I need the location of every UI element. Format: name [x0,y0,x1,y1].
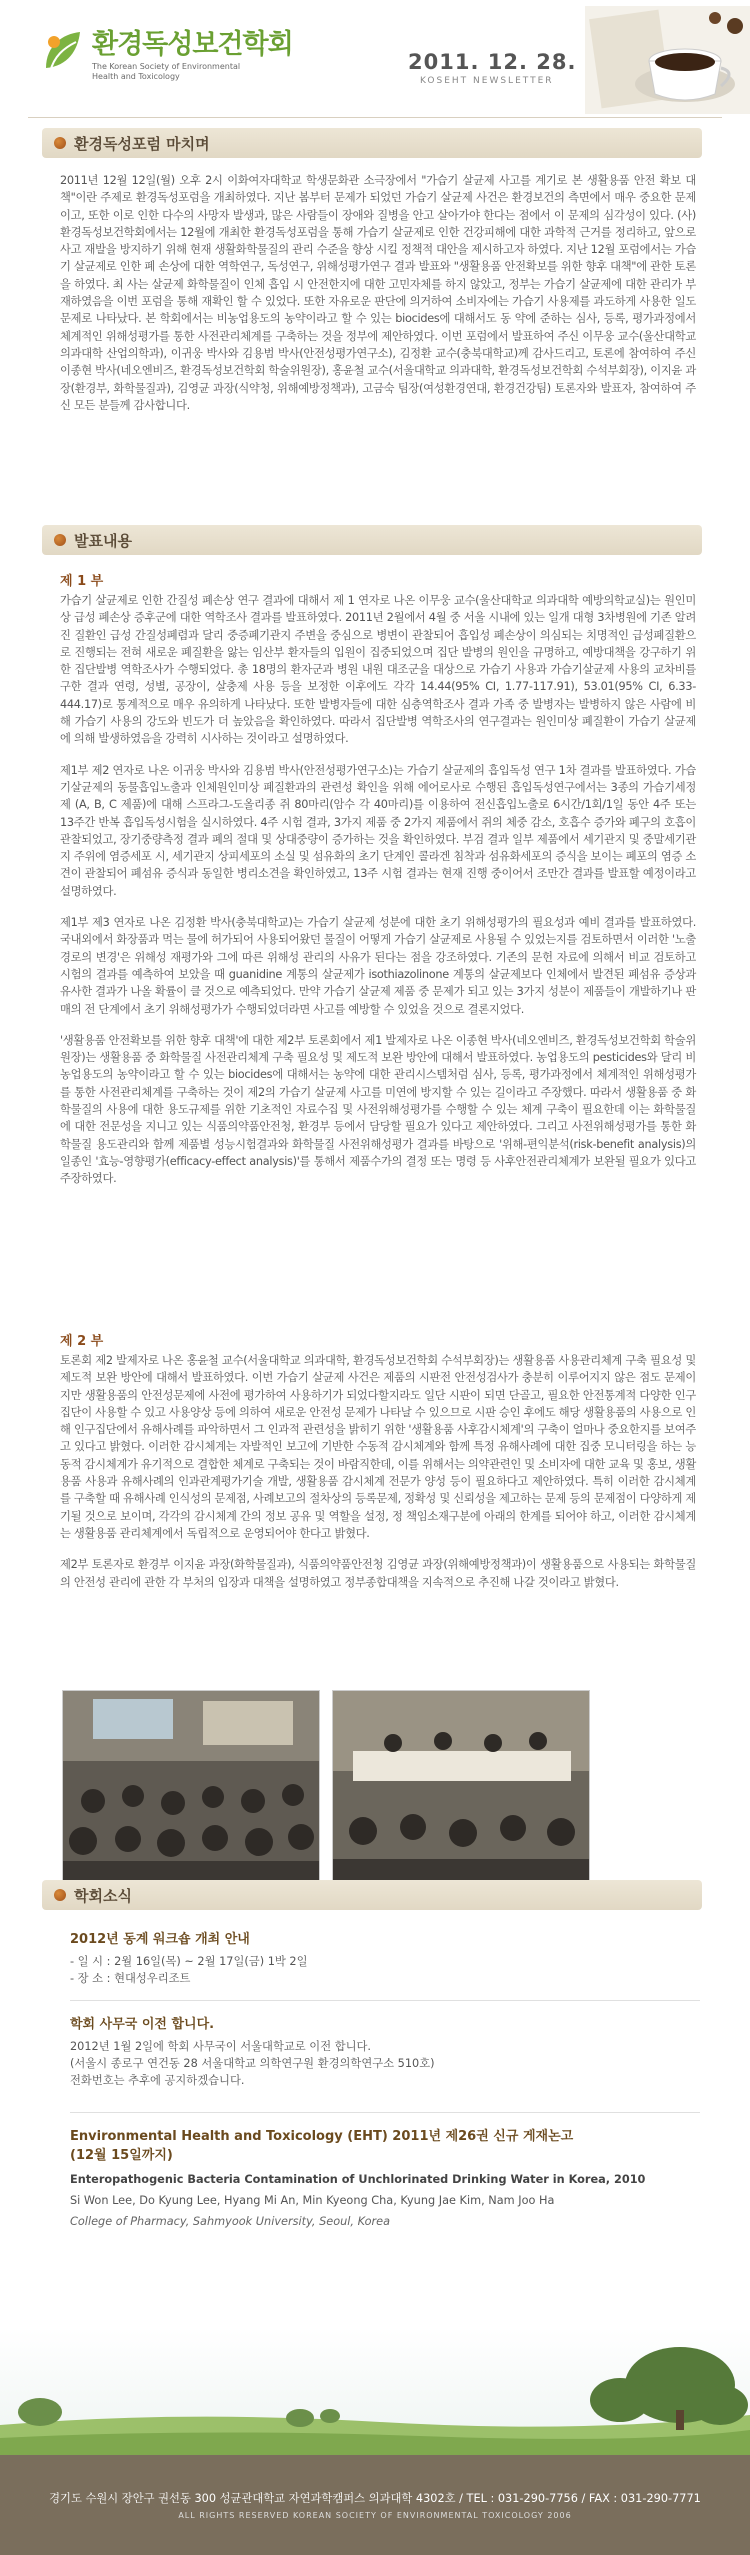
newsletter-header [0,0,750,118]
news-detail: 전화번호는 추후에 공지하겠습니다. [70,2074,245,2087]
part1-label: 제 1 부 [60,574,104,589]
section-title: 환경독성포럼 마치며 [74,134,210,153]
news-detail: 2012년 1월 2일에 학회 사무국이 서울대학교로 이전 합니다. [70,2040,372,2053]
society-name-en-2: Health and Toxicology [92,72,180,81]
news-headline-date: (12월 15일까지) [70,2148,173,2163]
section-bar-news [42,1880,702,1910]
bullet-icon [54,534,66,546]
bullet-icon [54,137,66,149]
header-divider [28,117,722,118]
part2-paragraph: 제2부 토론자로 환경부 이지윤 과장(화학물질과), 식품의약품안전청 김영균 과장(위해예방정책과)이 생활용품으로 사용되는 화학물질의 안전성 관리에 관한 각 부처의 입장과 대책을 설명하였고 정부종합대책을 지속적으로 추진해 나갈 것이라고 밝혔다. [60,1558,696,1589]
forum-text: 2011년 12월 12일(월) 오후 2시 이화여자대학교 학생문화관 소극장에서 "가습기 살균제 사고를 계기로 본 생활용품 안전 확보 대책"이란 주제로 환경독성포럼을 개최하였다. 지난 봄부터 문제가 되었던 가습기 살균제 사건은 환경보건의 측면에서 매우 중요한 문제이고, 또한 이로 인한 다수의 사망자 발생과, 많은 사람들이 장애와 질병을 안고 살아가야 한다는 점에서 이 문제의 심각성이 있다. (사)환경독성보건학회에서는 12월에 개최한 환경독성포럼을 통해 가습기 살균제로 인한 건강피해에 대한 과학적 근거를 정리하고, 앞으로 사고 재발을 방지하기 위해 현재 생활화학물질의 관리 수준을 향상 시킬 정책적 대안을 제시하고자 하였다. 지난 12월 포럼에서는 가습기 살균제로 인한 폐 손상에 대한 역학연구, 독성연구, 위해성평가연구 결과 발표와 "생활용품 안전확보를 위한 향후 대책"에 관한 토론을 하였다. 최 사는 살균제 화학물질이 인체 흡입 시 안전한지에 대한 고민자체를 하지 않았고, 정부는 가습기 살균제에 대한 관리가 부재하였음을 이번 포럼을 통해 재확인 할 수 있었다. 또한 자유로운 판단에 의거하여 소비자에는 가습기 사용제를 과도하게 사용한 일도 문제로 나타났다. 본 학회에서는 비농업용도의 농약이라고 할 수 있는 biocides에 대해서도 동 약에 준하는 심사, 등록, 평가과정에서 체계적인 위해성평가를 통한 사전관리체계를 구축하는 것을 정부에 제안하였다. 이번 포럼에서 발표하여 주신 이무웅 교수(울산대학교 의과대학 산업의학과), 이귀웅 박사와 김용범 박사(안전성평가연구소), 김정환 교수(충북대학교)께 감사드리고, 토론에 참여하여 주신 이종현 박사(네오엔비즈, 환경독성보건학회 학술위원장), 홍윤철 교수(서울대학교 의과대학, 환경독성보건학회 수석부회장), 이지윤 과장(환경부, 화학물질과), 김영균 과장(식약청, 위해예방정책과), 고금숙 팀장(여성환경연대, 환경건강팀) 토론자와 발표자, 참여하여 주신 모든 분들께 감사합니다. [60,174,696,412]
part2-label: 제 2 부 [60,1334,104,1349]
society-logo [40,28,293,82]
society-name-ko: 환경독성보건학회 [92,29,293,60]
news-detail: (서울시 종로구 연건동 28 서울대학교 의학연구원 환경의학연구소 510호) [70,2057,435,2070]
part1-paragraph: 제1부 제3 연자로 나온 김정환 박사(충북대학교)는 가습기 살균제 성분에 대한 초기 위해성평가의 필요성과 예비 결과를 발표하였다. 국내외에서 화장품과 먹는 물에 허가되어 사용되어왔던 물질이 어떻게 가습기 살균제로 사용될 수 있었는지를 검토하면서 이러한 '노출경로의 변경'은 위해성 재평가와 그에 따른 위해성 관리의 사유가 된다는 점을 강조하였다. 기존의 문헌 자료에 의해서 비교 검토하고 시험의 결과를 예측하여 보았을 때 guanidine 계통의 살균제가 isothiazolinone 계통의 살균제보다 인체에서 발견된 폐섬유 증상과 유사한 결과가 나올 확률이 클 것으로 예측되었다. 만약 가습기 살균제 제품 중 문제가 되고 있는 3가지 성분이 제품들이 개발하기나 판매의 전 단계에서 초기 위해성평가가 수행되었더라면 사고를 예방할 수 있었을 것으로 결론지었다. [60,916,696,1016]
landscape-illustration [0,2330,750,2455]
part1-paragraph: 가습기 살균제로 인한 간질성 폐손상 연구 결과에 대해서 제 1 연자로 나온 이무웅 교수(울산대학교 의과대학 예방의학교실)는 원인미상 급성 폐손상 증후군에 대한 역학조사 결과를 발표하였다. 2011년 2월에서 4월 중 서울 시내에 있는 일개 대형 3차병원에 기존 알려진 질환인 급성 간질성폐렴과 달리 중증폐기관지 주변을 중심으로 병변이 관찰되어 흡입성 폐손상이 의심되는 치명적인 급성폐질환으로 진행되는 전혀 새로운 폐질환을 앓는 임산부 환자들의 입원이 집중되었으며 집단 발병의 원인을 규명하고, 예방대책을 강구하기 위한 집단발병 역학조사가 수행되었다. 총 18명의 환자군과 병원 내원 대조군을 대상으로 가습기 사용과 가습기살균제 사용의 교차비를 구한 결과 연령, 성별, 공장이, 살충제 사용 등을 보정한 이후에도 각각 14.44(95% CI, 1.77-117.91), 53.01(95% CI, 6.33-444.17)로 통계적으로 매우 유의하게 나타났다. 또한 발병자들에 대한 심층역학조사 결과 가족 중 발병자는 발병하지 않은 사람에 비해 가습기 사용의 강도와 빈도가 더 높았음을 확인하였다. 따라서 집단발병 역학조사의 연구결과는 원인미상 폐질환이 가습기 살균제에 의해 발생하였음을 강력히 시사하는 것이라고 설명하였다. [60,594,696,746]
issue-date: 2011. 12. 28. [408,50,577,74]
news-detail: - 장 소 : 현대성우리조트 [70,1972,191,1985]
forum-photo-audience [62,1690,320,1882]
article-title[interactable]: Enteropathogenic Bacteria Contamination of Unchlorinated Drinking Water in Korea, 2010 [70,2173,646,2186]
leaf-logo-icon [40,28,86,76]
part1-paragraph: '생활용품 안전확보를 위한 향후 대책'에 대한 제2부 토론회에서 제1 발제자로 나온 이종현 박사(네오엔비즈, 환경독성보건학회 학술위원장)는 생활용품 중 화학물질 사전관리체계 구축 필요성 및 제도적 보완 방안에 대해서 발표하였다. 농업용도의 pesticides와 달리 비농업용도의 농약이라고 할 수 있는 biocides에 대해서는 농약에 대한 관리시스템처럼 심사, 등록, 평가과정에서 체계적인 위해성평가를 통한 사전관리체계를 구축하는 것이 제2의 가습기 살균제 사고를 미연에 방지할 수 있는 길이라고 주장했다. 따라서 생활용품 중 화학물질의 사용에 대한 용도규제를 위한 기초적인 자료수집 및 사전위해성평가를 수행할 수 있는 체계 구축이 필요한데 이는 화학물질에 대한 전문성을 지니고 있는 식품의약품안전청, 환경부 등에서 담당할 필요가 있다고 제안하였다. 그리고 사전위해성평가를 통한 화학물질 용도관리와 함께 제품별 성능시험결과와 화학물질 사전위해성평가 결과를 바탕으로 '위해-편익분석(risk-benefit analysis)의 일종인 '효능-영향평가(efficacy-effect analysis)'를 통해서 제품수가의 결정 또는 명령 등 사후안전관리체계가 보완될 필요가 있다고 주장하였다. [60,1033,696,1186]
society-name-en-1: The Korean Society of Environmental [92,62,241,71]
coffee-cup-illustration [585,6,750,114]
forum-paragraph [60,172,696,428]
news-headline: 2012년 동계 워크숍 개최 안내 [70,1932,250,1947]
news-eht-article [70,2112,700,2230]
footer-address: 경기도 수원시 장안구 권선동 300 성균관대학교 자연과학캠퍼스 의과대학 4302호 / TEL : 031-290-7756 / FAX : 031-290-7771 [49,2492,701,2505]
section-bar-presentations [42,525,702,555]
footer [0,2455,750,2555]
newsletter-label: KOSEHT NEWSLETTER [420,76,554,86]
news-office-move [70,2000,700,2089]
forum-photo-panel [332,1690,590,1882]
news-detail: - 일 시 : 2월 16일(목) ~ 2월 17일(금) 1박 2일 [70,1955,308,1968]
news-headline: 학회 사무국 이전 합니다. [70,2017,215,2032]
part2-paragraph: 토론회 제2 발제자로 나온 홍윤철 교수(서울대학교 의과대학, 환경독성보건학회 수석부회장)는 생활용품 사용관리체계 구축 필요성 및 제도적 보완 방안에 대해서 발표하였다. 이번 가습기 살균제 사건은 제품의 시판전 안전성검사가 충분히 이루어지지 않은 점도 문제이지만 생활용품의 안전성문제에 사전에 평가하여 사용하기가 되었다할지라도 일단 시판이 되면 단골고, 필요한 안전통계적 다양한 인구집단이 사용할 수 있고 사용양상 등에 의하여 새로운 안전성 문제가 나타날 수 있으므로 시판 승인 후에도 해당 생활용품의 사용으로 인해 인구집단에서 유해사례를 파악하면서 그 인과적 관련성을 밝히기 위한 '생활용품 사후감시체계'의 구축이 얼마나 중요한지를 보여주고 있다고 밝혔다. 이러한 감시체계는 자발적인 보고에 기반한 수동적 감시체계와 함께 특정 유해사례에 대한 집중 모니터링을 하는 능동적 감시체계가 유기적으로 결합한 체계로 구축되는 것이 바람직한데, 이를 위해서는 의약관련인 및 소비자에 대한 교육 및 홍보, 생활용품 사용과 유해사례의 인과관계평가기술 개발, 생활용품 감시체계 전문가 양성 등이 필요하다고 제안하였다. 특히 이러한 감시체계를 구축할 때 유해사례 인식성의 문제점, 사례보고의 절차상의 등록문제, 정확성 및 신뢰성을 제고하는 문제 등의 문제점이 다양하게 제기될 것으로 보이며, 각각의 감시체계 간의 정보 공유 및 역할을 설정, 정 책임소재구분에 아래의 한계를 되어야 하고, 이러한 감시체계는 생활용품 관리체계에서 독립적으로 운영되어야 한다고 밝혔다. [60,1354,697,1540]
news-workshop [70,1928,700,1987]
section-bar-forum [42,128,702,158]
part1-paragraph: 제1부 제2 연자로 나온 이귀웅 박사와 김용범 박사(안전성평가연구소)는 가습기 살균제의 흡입독성 연구 1차 결과를 발표하였다. 가습기살균제의 동물흡입노출과 인체원인미상 폐질환과의 관련성 확인을 위해 에어로사로 수행된 흡입독성연구에서는 3종의 가습기세정제 (A, B, C 제품)에 대해 스프라그-도올리종 쥐 80마리(암수 각 40마리)를 이용하여 전신흡입노출로 6시간/1회/1일 동안 4주 또는 13주간 반복 흡입독성시험을 실시하였다. 4주 시험 결과, 3가지 제품 중 2가지 제품에서 쥐의 체중 감소, 호흡수 증가와 폐구의 호흡이 관찰되었고, 장기중량측정 결과 폐의 절대 및 상대중량이 증가하는 것을 확인하였다. 부검 결과 일부 제품에서 세기관지 및 중말세기관지 주위에 염증세포 시, 세기관지 상피세포의 소실 및 섬유화의 초기 단계인 콜라겐 침착과 섬유화세포의 증식을 보이는 폐포의 염증 소견이 관찰되어 폐섬유 증식과 동일한 병리소견을 확인하였고, 13주 시험 결과는 현재 진행 중이어서 조만간 결과를 발표할 예정이라고 설명하였다. [60,763,697,898]
footer-copyright: ALL RIGHTS RESERVED KOREAN SOCIETY OF ENVIRONMENTAL TOXICOLOGY 2006 [178,2511,572,2520]
part1-body [60,592,696,1202]
news-headline: Environmental Health and Toxicology (EHT) 2011년 제26권 신규 게재논고 [70,2129,574,2144]
part2-body [60,1352,696,1605]
article-authors: Si Won Lee, Do Kyung Lee, Hyang Mi An, Min Kyeong Cha, Kyung Jae Kim, Nam Joo Ha [70,2194,555,2207]
article-affiliation: College of Pharmacy, Sahmyook University, Seoul, Korea [70,2215,391,2228]
section-title: 학회소식 [74,1886,132,1905]
section-title: 발표내용 [74,531,132,550]
bullet-icon [54,1889,66,1901]
